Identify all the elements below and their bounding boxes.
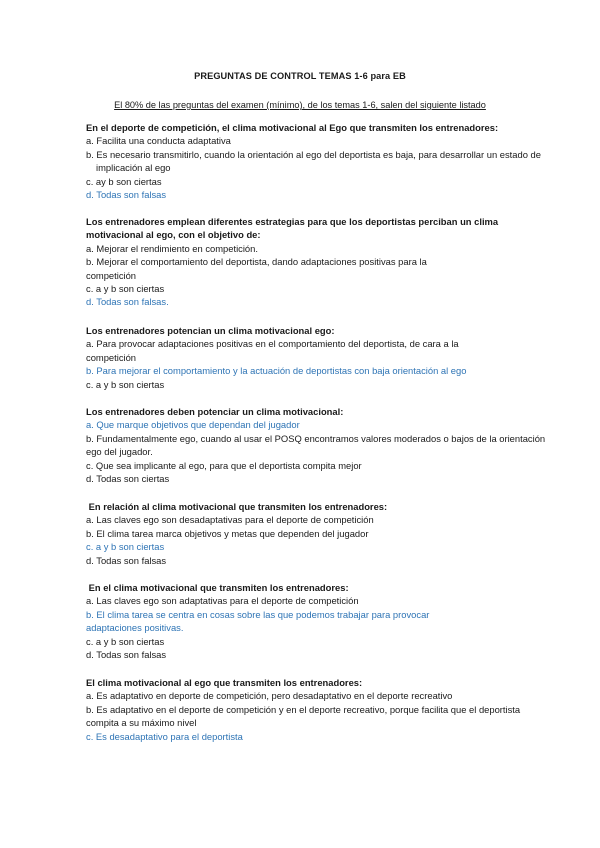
question-block xyxy=(86,405,546,485)
answer-option: a. Mejorar el rendimiento en competición. xyxy=(86,242,258,254)
answer-option: a. Las claves ego son desadaptativas para el deporte de competición xyxy=(86,514,374,526)
answer-option: a. Es adaptativo en deporte de competición, pero desadaptativo en el deporte recreativo xyxy=(86,690,453,702)
answer-option: c. a y b son ciertas xyxy=(86,378,165,390)
document-subtitle: El 80% de las preguntas del examen (mínimo), de los temas 1-6, salen del siguiente listado xyxy=(114,100,486,110)
answer-option: c. a y b son ciertas xyxy=(86,635,165,647)
answer-option: c. ay b son ciertas xyxy=(86,175,162,187)
answer-option: d. Todas son ciertas xyxy=(86,473,170,485)
question-text: En el deporte de competición, el clima motivacional al Ego que transmiten los entrenadores: xyxy=(86,122,499,133)
question-block xyxy=(86,121,546,201)
answer-option: b. Fundamentalmente ego, cuando al usar el POSQ encontramos valores moderados o bajos de la orientación ego del jugador. xyxy=(86,432,546,458)
question-block xyxy=(86,500,546,567)
question-text: En el clima motivacional que transmiten los entrenadores: xyxy=(86,582,349,593)
answer-option: b. Mejorar el comportamiento del deportista, dando adaptaciones positivas para la competición xyxy=(86,256,427,281)
document-title: PREGUNTAS DE CONTROL TEMAS 1-6 para EB xyxy=(194,71,406,81)
answer-option: d. Todas son falsas xyxy=(86,649,167,661)
answer-option-correct: d. Todas son falsas xyxy=(86,189,167,201)
question-text: El clima motivacional al ego que transmiten los entrenadores: xyxy=(86,677,363,688)
question-block xyxy=(86,581,546,661)
answer-option-correct: c. Es desadaptativo para el deportista xyxy=(86,730,243,742)
answer-option-correct: c. a y b son ciertas xyxy=(86,541,165,553)
answer-option: b. El clima tarea marca objetivos y metas que dependen del jugador xyxy=(86,527,369,539)
question-text: Los entrenadores emplean diferentes estrategias para que los deportistas perciban un clima motivacional al ego, con el objetivo de: xyxy=(86,216,499,241)
answer-option-correct: b. El clima tarea se centra en cosas sobre las que podemos trabajar para provocar adaptaciones positivas. xyxy=(86,608,430,634)
answer-option: c. Que sea implicante al ego, para que el deportista compita mejor xyxy=(86,459,362,471)
answer-option: a. Facilita una conducta adaptativa xyxy=(86,135,231,147)
answer-option: b. Es necesario transmitirlo, cuando la orientación al ego del deportista es baja, para desarrollar un estado de implicación al ego xyxy=(86,148,541,174)
question-block xyxy=(86,324,546,391)
answer-option: d. Todas son falsas xyxy=(86,554,167,566)
question-block xyxy=(86,676,546,743)
question-block xyxy=(86,215,546,309)
question-text: Los entrenadores potencian un clima motivacional ego: xyxy=(86,325,335,336)
answer-option-correct: d. Todas son falsas. xyxy=(86,296,169,308)
answer-option-correct: a. Que marque objetivos que dependan del jugador xyxy=(86,419,300,431)
question-text: Los entrenadores deben potenciar un clima motivacional: xyxy=(86,406,344,417)
answer-option: c. a y b son ciertas xyxy=(86,283,165,295)
answer-option: a. Para provocar adaptaciones positivas en el comportamiento del deportista, de cara a la competición xyxy=(86,338,459,363)
answer-option: b. Es adaptativo en el deporte de competición y en el deporte recreativo, porque facilita que el deportista compita a su máximo nivel xyxy=(86,703,521,729)
answer-option: a. Las claves ego son adaptativas para el deporte de competición xyxy=(86,595,359,607)
answer-option-correct: b. Para mejorar el comportamiento y la actuación de deportistas con baja orientación al ego xyxy=(86,365,467,377)
question-text: En relación al clima motivacional que transmiten los entrenadores: xyxy=(86,501,388,512)
